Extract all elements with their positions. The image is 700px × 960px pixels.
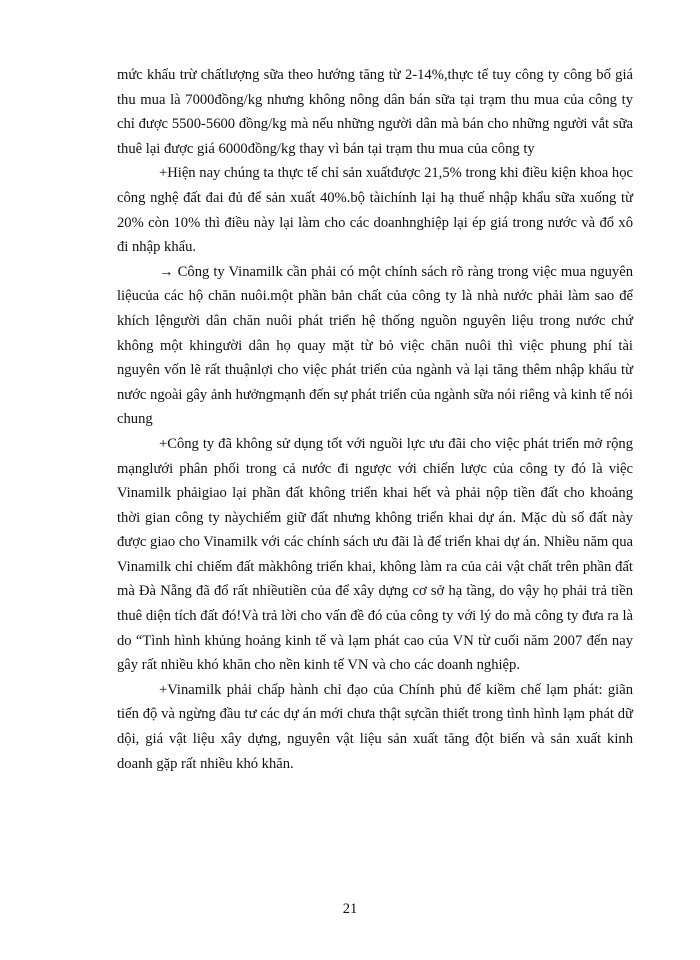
paragraph-milk-purchase-price: mức khẩu trừ chấtlượng sữa theo hướng tăng từ 2-14%,thực tế tuy công ty công bố giá thu mua là 7000đồng/kg nhưng không nông dân bán sữa tại trạm thu mua của công ty chỉ được 5500-5600 đồng/kg mà nếu những người dân mà bán cho những người vắt sữa thuê lại được giá 6000đồng/kg thay vì bán tại trạm thu mua của công ty <box>117 67 633 157</box>
paragraph-inflation-control: +Vinamilk phải chấp hành chỉ đạo của Chính phủ để kiềm chế lạm phát: giãn tiến độ và ngừng đầu tư các dự án mới chưa thật sựcần thiết trong tình hình lạm phát dữ dội, giá vật liệu xây dựng, nguyên vật liệu sản xuất tăng đột biến và sản xuất kinh doanh gặp rất nhiều khó khăn. <box>117 681 633 772</box>
paragraph-vinamilk-policy: → Công ty Vinamilk cần phải có một chính sách rõ ràng trong việc mua nguyên liệucủa các hộ chăn nuôi.một phần bản chất của công ty là nhà nước phải làm sao để khích lệngười dân chăn nuôi phát triển hệ thống nguồn nguyên liệu trong nước chứ không một khingười dân họ quay mặt từ bỏ việc chăn nuôi thì việc phung phí tài nguyên vốn lẽ rất thuậnlợi cho việc phát triển của ngành và lại tăng thêm nhập khẩu từ nước ngoài gây ảnh hưởngmạnh đến sự phát triển của ngành sữa nói riêng và kinh tế nói chung <box>117 263 633 428</box>
document-body <box>117 63 633 776</box>
paragraph-land-use: +Công ty đã không sử dụng tốt với nguồi lực ưu đãi cho việc phát triển mở rộng mạnglưới phân phối trong cả nước đi ngược với chiến lược của công ty đó là việc Vinamilk phảigiao lại phần đất không triển khai hết và phải nộp tiền đất cho khoảng thời gian công ty nàychiếm giữ đất nhưng không triển khai dự án. Mặc dù số đất này được giao cho Vinamilk với các chính sách ưu đãi là để triển khai dự án. Nhiều năm qua Vinamilk chỉ chiếm đất màkhông triển khai, không làm ra của cải vật chất trên phần đất mà Đà Nẵng đã đổ rất nhiềutiền của để xây dựng cơ sở hạ tầng, do vậy họ phải trả tiền thuê diện tích đất đó!Và trả lời cho vấn đề đó của công ty với lý do mà công ty đưa ra là do “Tình hình khủng hoảng kinh tế và lạm phát cao của VN từ cuối năm 2007 đến nay gây rất nhiều khó khăn cho nền kinh tế VN và cho các doanh nghiệp. <box>117 435 633 674</box>
paragraph-domestic-production: +Hiện nay chúng ta thực tế chỉ sản xuấtđược 21,5% trong khi điều kiện khoa học công nghệ đất đai đủ để sản xuất 40%.bộ tàichính lại hạ thuế nhập khẩu sữa xuống từ 20% còn 10% thì điều này lại làm cho các doanhnghiệp lại ép giá trong nước và đổ xô đi nhập khẩu. <box>117 165 633 256</box>
page-number: 21 <box>342 901 358 917</box>
